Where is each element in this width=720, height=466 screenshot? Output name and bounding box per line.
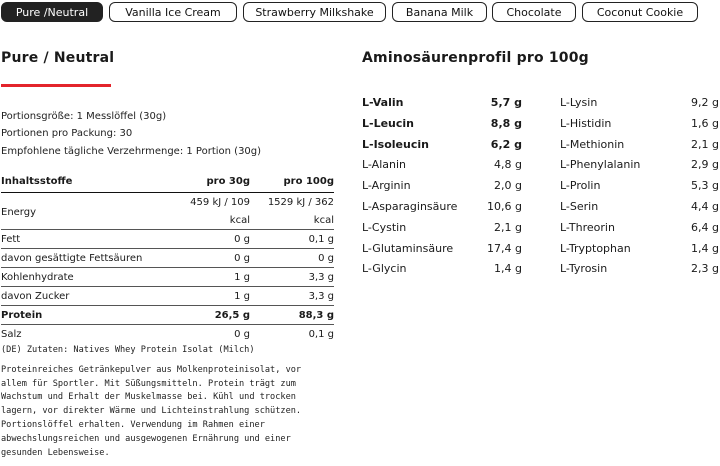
amino-acid-row xyxy=(560,242,719,262)
tab-chocolate[interactable]: Chocolate xyxy=(492,2,576,22)
energy-per-100g: 1529 kJ / 362 xyxy=(267,197,334,208)
header-per-100g: pro 100g xyxy=(283,176,334,187)
table-row xyxy=(1,306,334,325)
row-per-100g: 0 g xyxy=(318,253,334,264)
amino-acid-value: 1,4 g xyxy=(494,262,522,276)
amino-acid-name: L-Serin xyxy=(560,200,599,213)
amino-acid-row xyxy=(362,221,522,241)
ingredients-text: (DE) Zutaten: Natives Whey Protein Isolat (Milch) xyxy=(1,345,255,355)
amino-acid-row xyxy=(560,262,719,282)
amino-acid-name: L-Lysin xyxy=(560,96,598,109)
amino-acid-row xyxy=(362,117,522,137)
serving-size: Portionsgröße: 1 Messlöffel (30g) xyxy=(1,111,167,122)
amino-acid-value: 17,4 g xyxy=(487,241,522,255)
amino-acid-row xyxy=(560,158,719,178)
amino-acid-value: 1,4 g xyxy=(691,241,719,255)
table-row xyxy=(1,268,334,287)
amino-acid-value: 6,4 g xyxy=(691,220,719,234)
row-label: Protein xyxy=(1,310,43,321)
row-per-30g: 0 g xyxy=(234,329,250,340)
row-per-100g: 88,3 g xyxy=(298,310,334,321)
amino-acid-row xyxy=(362,158,522,178)
amino-acid-value: 2,1 g xyxy=(494,220,522,234)
header-label: Inhaltsstoffe xyxy=(1,176,73,187)
energy-per-30g-unit: kcal xyxy=(229,215,250,226)
row-per-100g: 0,1 g xyxy=(308,234,334,245)
tab-strawberry-milkshake[interactable]: Strawberry Milkshake xyxy=(243,2,386,22)
header-per-30g: pro 30g xyxy=(206,176,250,187)
amino-acid-name: L-Valin xyxy=(362,96,404,109)
row-per-100g: 3,3 g xyxy=(308,291,334,302)
amino-acid-row xyxy=(560,117,719,137)
amino-acid-row xyxy=(560,200,719,220)
amino-acid-row xyxy=(560,221,719,241)
amino-acid-value: 2,9 g xyxy=(691,158,719,172)
energy-row xyxy=(1,193,334,230)
flavor-tabs xyxy=(0,2,720,24)
amino-acid-name: L-Asparaginsäure xyxy=(362,200,458,213)
amino-acid-value: 9,2 g xyxy=(691,96,719,109)
amino-acid-row xyxy=(362,242,522,262)
nutrition-header-row xyxy=(1,172,334,193)
tab-pure-neutral[interactable]: Pure /Neutral xyxy=(1,2,103,22)
table-row xyxy=(1,230,334,249)
row-label: davon gesättigte Fettsäuren xyxy=(1,253,143,264)
amino-acid-name: L-Isoleucin xyxy=(362,137,429,151)
tab-coconut-cookie[interactable]: Coconut Cookie xyxy=(582,2,698,22)
amino-acid-name: L-Methionin xyxy=(560,137,625,151)
amino-acid-row xyxy=(560,138,719,158)
row-per-30g: 0 g xyxy=(234,253,250,264)
table-row xyxy=(1,325,334,343)
amino-acid-name: L-Prolin xyxy=(560,179,601,193)
amino-acid-row xyxy=(362,179,522,199)
row-per-100g: 3,3 g xyxy=(308,272,334,283)
amino-acid-row xyxy=(362,262,522,282)
amino-acid-value: 6,2 g xyxy=(490,137,522,151)
amino-acid-value: 4,4 g xyxy=(691,200,719,213)
product-description: Proteinreiches Getränkepulver aus Molkenproteinisolat, vor allem für Sportler. Mit Süßungsmitteln. Protein trägt zum Wachstum und Erhalt der Muskelmasse bei. Kühl und trocken lagern, vor direkter Wärme und Lichteinstrahlung schützen. Portionslöffel erhalten. Verwendung im Rahmen einer abwechslungsreichen und ausgewogenen Ernährung und einer gesunden Lebensweise. xyxy=(1,364,302,458)
amino-acid-name: L-Arginin xyxy=(362,179,411,193)
amino-acid-row xyxy=(560,96,719,116)
amino-acid-name: L-Threorin xyxy=(560,220,615,234)
row-per-30g: 0 g xyxy=(234,234,250,245)
amino-acid-row xyxy=(362,138,522,158)
amino-acid-name: L-Tyrosin xyxy=(560,262,608,276)
row-label: Kohlenhydrate xyxy=(1,272,74,283)
amino-acid-value: 8,8 g xyxy=(490,116,522,130)
amino-acid-name: L-Glutaminsäure xyxy=(362,241,454,255)
amino-acid-value: 4,8 g xyxy=(494,158,522,172)
tab-vanilla-ice-cream[interactable]: Vanilla Ice Cream xyxy=(109,2,237,22)
table-row xyxy=(1,287,334,306)
title-underline xyxy=(1,84,111,87)
amino-acid-value: 5,7 g xyxy=(490,96,522,109)
row-per-30g: 26,5 g xyxy=(214,310,250,321)
amino-acid-name: L-Phenylalanin xyxy=(560,158,641,172)
amino-acid-name: L-Alanin xyxy=(362,158,406,172)
amino-acid-value: 2,0 g xyxy=(494,179,522,193)
nutrition-table xyxy=(1,172,334,343)
amino-acid-row xyxy=(362,200,522,220)
amino-acid-row xyxy=(362,96,522,116)
tab-banana-milk[interactable]: Banana Milk xyxy=(392,2,487,22)
energy-per-30g: 459 kJ / 109 xyxy=(190,197,250,208)
amino-acid-name: L-Histidin xyxy=(560,116,612,130)
amino-acid-name: L-Tryptophan xyxy=(560,241,631,255)
amino-acid-name: L-Cystin xyxy=(362,220,407,234)
energy-per-100g-unit: kcal xyxy=(313,215,334,226)
row-per-30g: 1 g xyxy=(234,272,250,283)
amino-acid-value: 10,6 g xyxy=(487,200,522,213)
amino-acid-value: 1,6 g xyxy=(691,116,719,130)
amino-acid-name: L-Glycin xyxy=(362,262,407,276)
row-label: Fett xyxy=(1,234,21,245)
servings-per-pack: Portionen pro Packung: 30 xyxy=(1,128,133,139)
amino-acid-name: L-Leucin xyxy=(362,116,414,130)
amino-acid-value: 2,3 g xyxy=(691,262,719,276)
table-row xyxy=(1,249,334,268)
amino-profile-title: Aminosäurenprofil pro 100g xyxy=(362,50,589,66)
amino-acid-value: 5,3 g xyxy=(691,179,719,193)
flavor-title: Pure / Neutral xyxy=(1,50,115,66)
row-label: Salz xyxy=(1,329,22,340)
recommended-intake: Empfohlene tägliche Verzehrmenge: 1 Portion (30g) xyxy=(1,146,262,157)
row-per-30g: 1 g xyxy=(234,291,250,302)
amino-acid-value: 2,1 g xyxy=(691,137,719,151)
row-label: davon Zucker xyxy=(1,291,70,302)
row-per-100g: 0,1 g xyxy=(308,329,334,340)
ingredients-block xyxy=(1,344,331,466)
amino-acid-row xyxy=(560,179,719,199)
energy-label: Energy xyxy=(1,207,37,218)
